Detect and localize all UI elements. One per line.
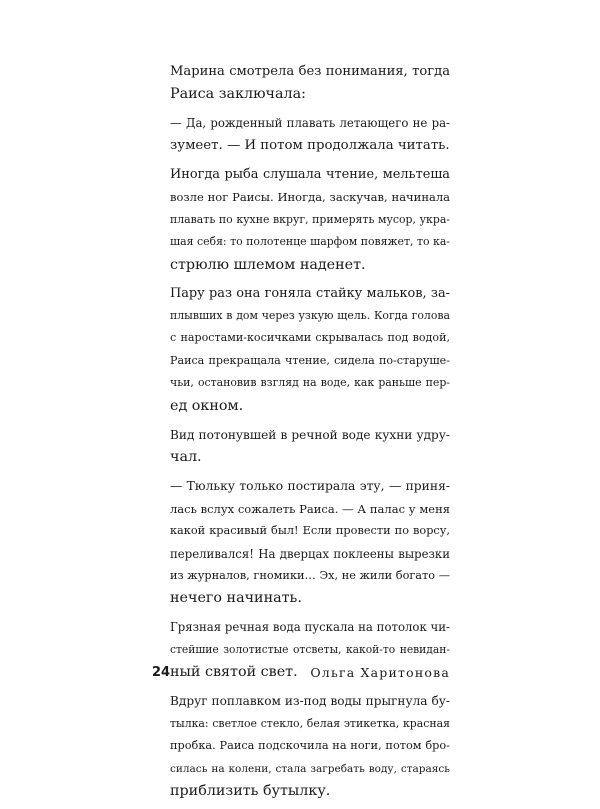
text-line: зумеет. — И потом продолжала читать. [170,137,450,153]
page-number: 24 [152,665,171,680]
paragraph [150,112,450,157]
text-line: с наростами-косичками скрывалась под водой, [170,331,450,345]
text-line: стейшие золотистые отсветы, какой-то невидан- [170,642,450,656]
text-line: возле ног Раисы. Иногда, заскучав, начинала [170,190,450,205]
text-line: переливался! На дверцах поклеены вырезки [170,546,450,561]
text-line: Марина смотрела без понимания, тогда [170,64,450,79]
text-line: — Да, рожденный плавать летающего не ра- [170,116,450,131]
paragraph [150,283,450,418]
text-line: ед окном. [170,397,244,414]
text-line: стрюлю шлемом наденет. [170,256,366,273]
text-line: нечего начинать. [170,590,302,607]
text-line: какой красивый был! Если провести по ворсу, [170,524,450,538]
paragraph [150,164,450,276]
text-line: плавать по кухне вкруг, примерять мусор, укра- [170,212,450,226]
paragraph [150,61,450,106]
page-footer [152,665,450,685]
text-line: чьи, остановив взгляд на воде, как раньше пер- [170,376,450,390]
text-line: чал. [170,449,202,466]
text-line: силась на колени, стала загребать воду, стараясь [170,762,450,775]
text-line: плывших в дом через узкую щель. Когда голова [170,309,450,323]
text-line: приблизить бутылку. [170,783,331,800]
running-footer-author: Ольга Харитонова [310,665,450,680]
text-line: тылка: светлое стекло, белая этикетка, красная [170,716,450,730]
text-line: пробка. Раиса подскочила на ноги, потом бро- [170,739,450,753]
body-text [150,61,450,809]
text-line: Грязная речная вода пускала на потолок чи- [170,620,450,635]
paragraph [150,475,450,610]
paragraph [150,424,450,469]
text-line: Раиса заключала: [170,86,306,103]
text-line: Вид потонувшей в речной воде кухни удру- [170,427,450,442]
text-line: Иногда рыба слушала чтение, мельтеша [170,166,450,182]
text-line: ный святой свет. [170,664,298,681]
paragraph [150,690,450,802]
text-line: — Тюльку только постирала эту, — приня- [170,479,450,494]
text-line: лась вслух сожалеть Раиса. — А палас у меня [170,501,450,516]
text-line: из журналов, гномики… Эх, не жили богато — [170,569,450,583]
text-line: Вдруг поплавком из-под воды прыгнула бу- [170,694,450,709]
text-line: Раиса прекращала чтение, сидела по-старуше- [170,353,450,367]
text-line: Пару раз она гоняла стайку мальков, за- [170,285,450,301]
text-line: шая себя: то полотенце шарфом повяжет, то ка- [170,235,450,249]
